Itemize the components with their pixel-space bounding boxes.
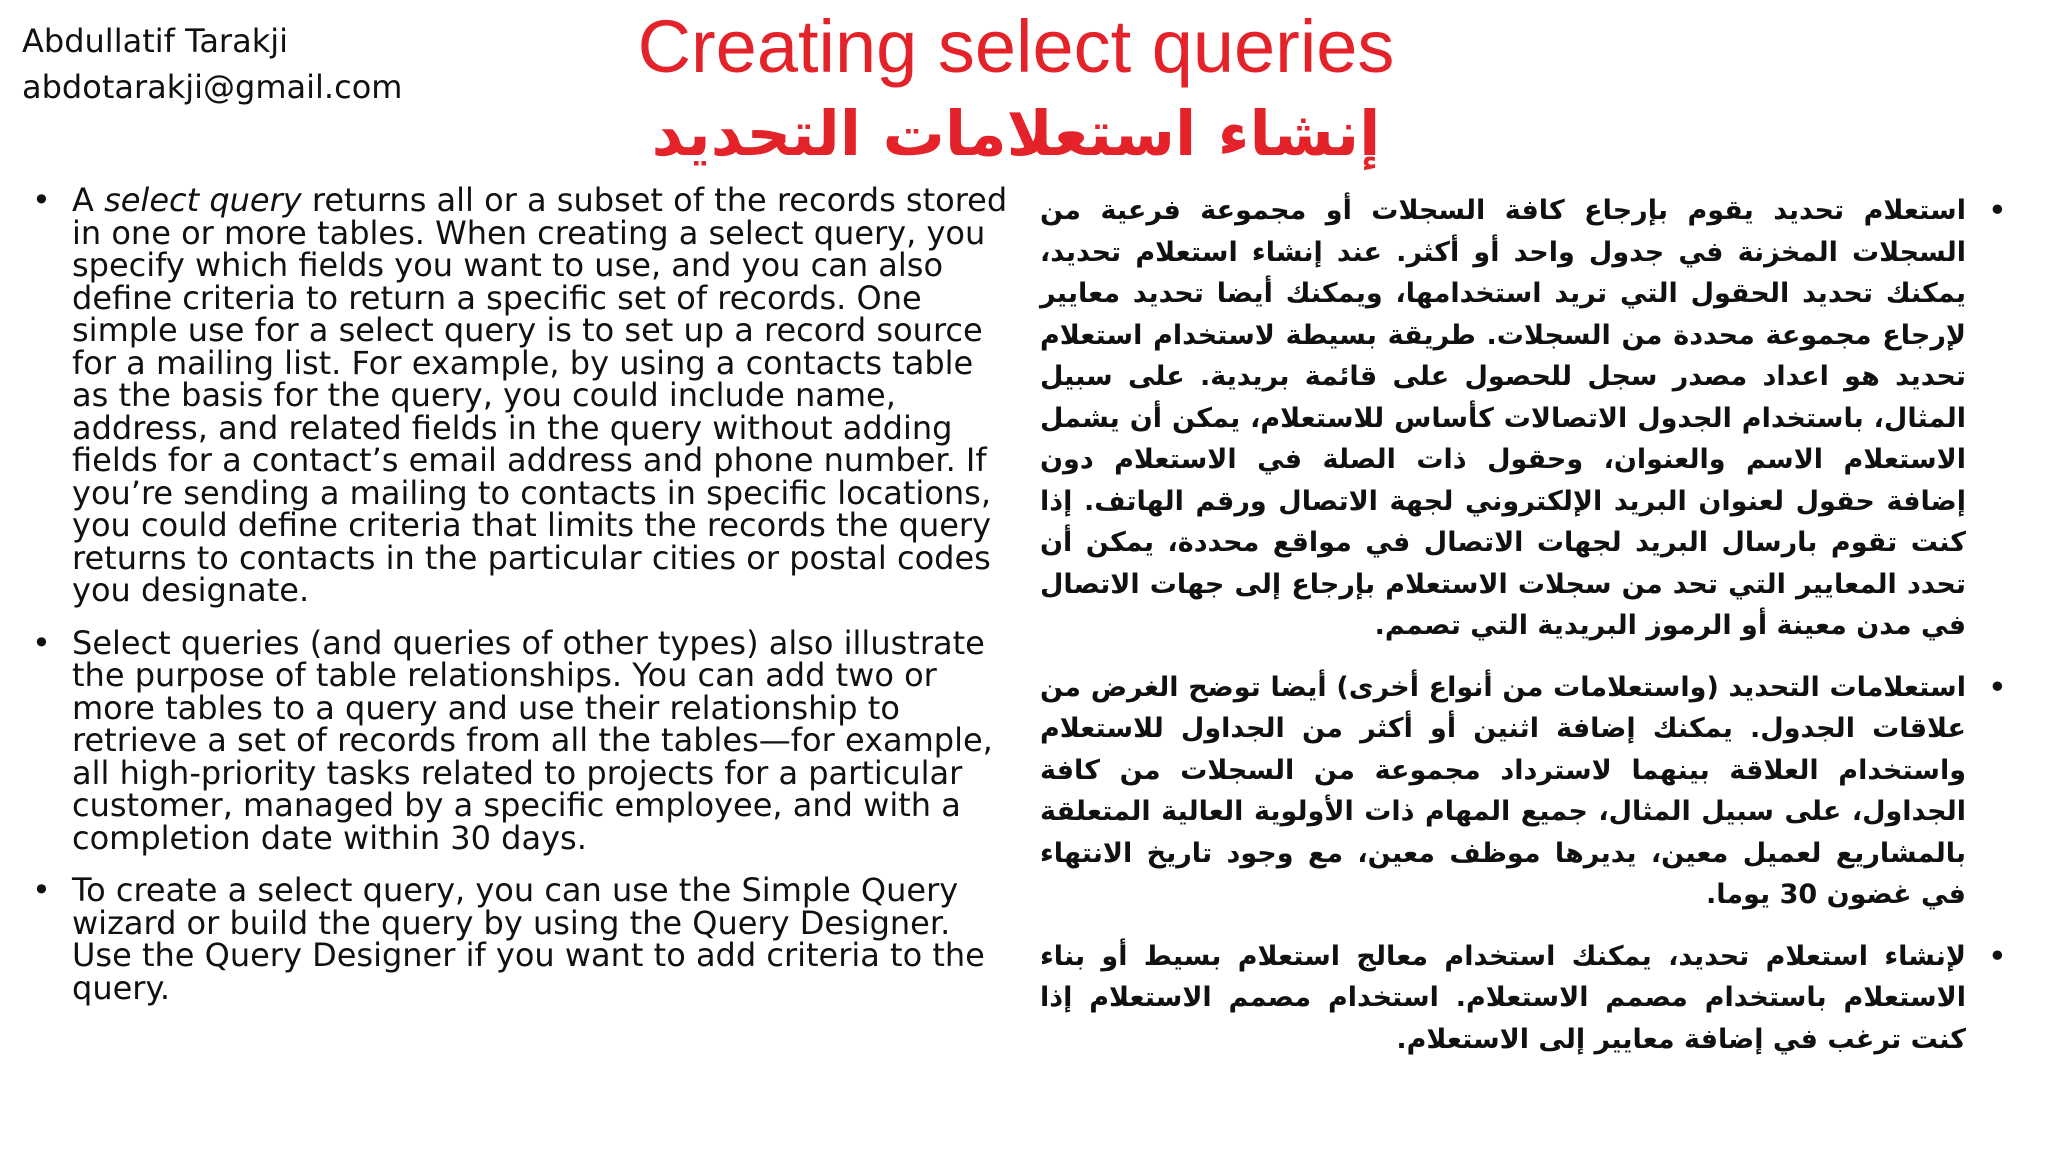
- bullet-marker: •: [1988, 671, 2006, 703]
- english-bullet-item: [28, 181, 1018, 609]
- page-title-arabic-text: إنشاء استعلامات التحديد: [651, 97, 1381, 170]
- arabic-bullet-item: [1040, 936, 2010, 1061]
- english-bullet-text: To create a select query, you can use the Simple Query wizard or build the query by using the Query Designer. Use the Query Designer if you want to add criteria to the query.: [72, 871, 985, 1007]
- bullet-marker: •: [1988, 195, 2006, 226]
- page-title-english: [0, 4, 2048, 90]
- arabic-column: [1040, 190, 2010, 1080]
- page-title-arabic: [0, 92, 2048, 176]
- english-column: [28, 181, 1018, 1024]
- italic-term: select query: [104, 181, 302, 219]
- arabic-bullet-text: استعلامات التحديد (واستعلامات من أنواع أخرى) أيضا توضح الغرض من علاقات الجدول. يمكنك إضافة اثنين أو أكثر من الجداول للاستعلام واستخدام العلاقة بينهما لاسترداد مجموعة من السجلات من كافة الجداول، على سبيل المثال، جميع المهام ذات الأولوية العالية المتعلقة بالمشاريع لعميل معين، يديرها موظف معين، مع وجود تاريخ الانتهاء في غضون 30 يوما.: [1040, 671, 1966, 910]
- bullet-marker: •: [32, 871, 51, 909]
- english-bullet-item: [28, 623, 1018, 857]
- arabic-bullet-item: [1040, 667, 2010, 916]
- arabic-bullet-text: لإنشاء استعلام تحديد، يمكنك استخدام معالج استعلام بسيط أو بناء الاستعلام باستخدام مصمم الاستعلام. استخدام مصمم الاستعلام إذا كنت ترغب في إضافة معايير إلى الاستعلام.: [1040, 940, 1966, 1055]
- author-name: Abdullatif Tarakji: [22, 22, 288, 60]
- arabic-bullet-text: استعلام تحديد يقوم بإرجاع كافة السجلات أو مجموعة فرعية من السجلات المخزنة في جدول واحد أو أكثر. عند إنشاء استعلام تحديد، يمكنك تحديد الحقول التي تريد استخدامها، ويمكنك أيضا تحديد معايير لإرجاع مجموعة محددة من السجلات. طريقة بسيطة لاستخدام استعلام تحديد هو اعداد مصدر سجل للحصول على قائمة بريدية. على سبيل المثال، باستخدام الجدول الاتصالات كأساس للاستعلام، يمكن أن يشمل الاستعلام الاسم والعنوان، وحقول ذات الصلة في الاستعلام دون إضافة حقول لعنوان البريد الإلكتروني لجهة الاتصال ورقم الهاتف. إذا كنت تقوم بارسال البريد لجهات الاتصال في مواقع محددة، يمكن أن تحدد المعايير التي تحد من سجلات الاستعلام بإرجاع إلى جهات الاتصال في مدن معينة أو الرموز البريدية التي تصمم.: [1040, 195, 1966, 641]
- text-segment: returns all or a subset of the records stored in one or more tables. When creating a select query, you specify which fields you want to use, and you can also define criteria to return a specific set of records. One simple use for a select query is to set up a record source for a mailing list. For example, by using a contacts table as the basis for the query, you could include name, address, and related fields in the query without adding fields for a contact’s email address and phone number. If you’re sending a mailing to contacts in specific locations, you could define criteria that limits the records the query returns to contacts in the particular cities or postal codes you designate.: [72, 181, 1008, 609]
- arabic-bullet-item: [1040, 190, 2010, 647]
- english-bullet-item: [28, 871, 1018, 1007]
- bullet-marker: •: [32, 181, 51, 219]
- bullet-marker: •: [1988, 940, 2006, 972]
- author-email: abdotarakji@gmail.com: [22, 68, 403, 106]
- english-bullet-text: Select queries (and queries of other types) also illustrate the purpose of table relationships. You can add two or more tables to a query and use their relationship to retrieve a set of records from all the tables—for example, all high-priority tasks related to projects for a particular customer, managed by a specific employee, and with a completion date within 30 days.: [72, 623, 993, 857]
- text-segment: A: [72, 181, 105, 219]
- english-bullet-text: [72, 181, 1018, 609]
- page-title-english-text: Creating select queries: [637, 5, 1395, 88]
- bullet-marker: •: [32, 623, 51, 662]
